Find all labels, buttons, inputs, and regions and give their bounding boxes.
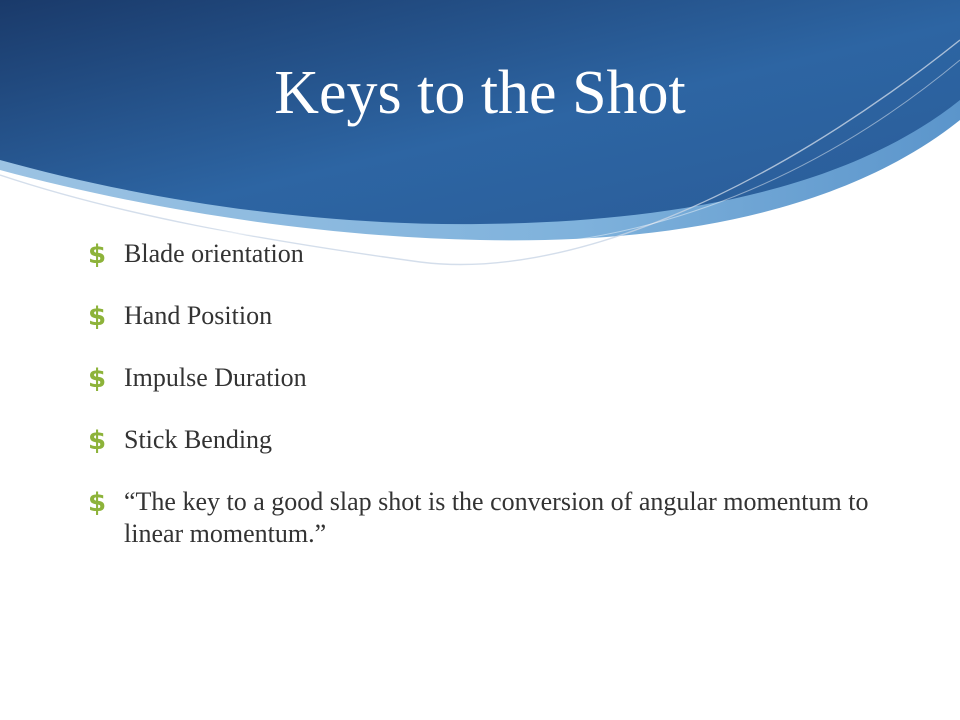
bullet-item	[88, 424, 888, 456]
bullet-icon: $	[88, 426, 107, 456]
bullet-item	[88, 486, 888, 550]
bullet-item	[88, 300, 888, 332]
bullet-text: Stick Bending	[124, 425, 273, 454]
bullet-text: Hand Position	[124, 301, 273, 330]
bullet-icon: $	[88, 240, 107, 270]
bullet-icon: $	[88, 364, 107, 394]
slide-title: Keys to the Shot	[274, 59, 686, 127]
bullet-list	[88, 238, 888, 580]
bullet-text: “The key to a good slap shot is the conversion of angular momentum to linear momentum.”	[124, 487, 869, 548]
bullet-item	[88, 362, 888, 394]
bullet-icon: $	[88, 488, 107, 518]
bullet-icon: $	[88, 302, 107, 332]
bullet-text: Blade orientation	[124, 239, 304, 268]
bullet-text: Impulse Duration	[124, 363, 307, 392]
bullet-item	[88, 238, 888, 270]
